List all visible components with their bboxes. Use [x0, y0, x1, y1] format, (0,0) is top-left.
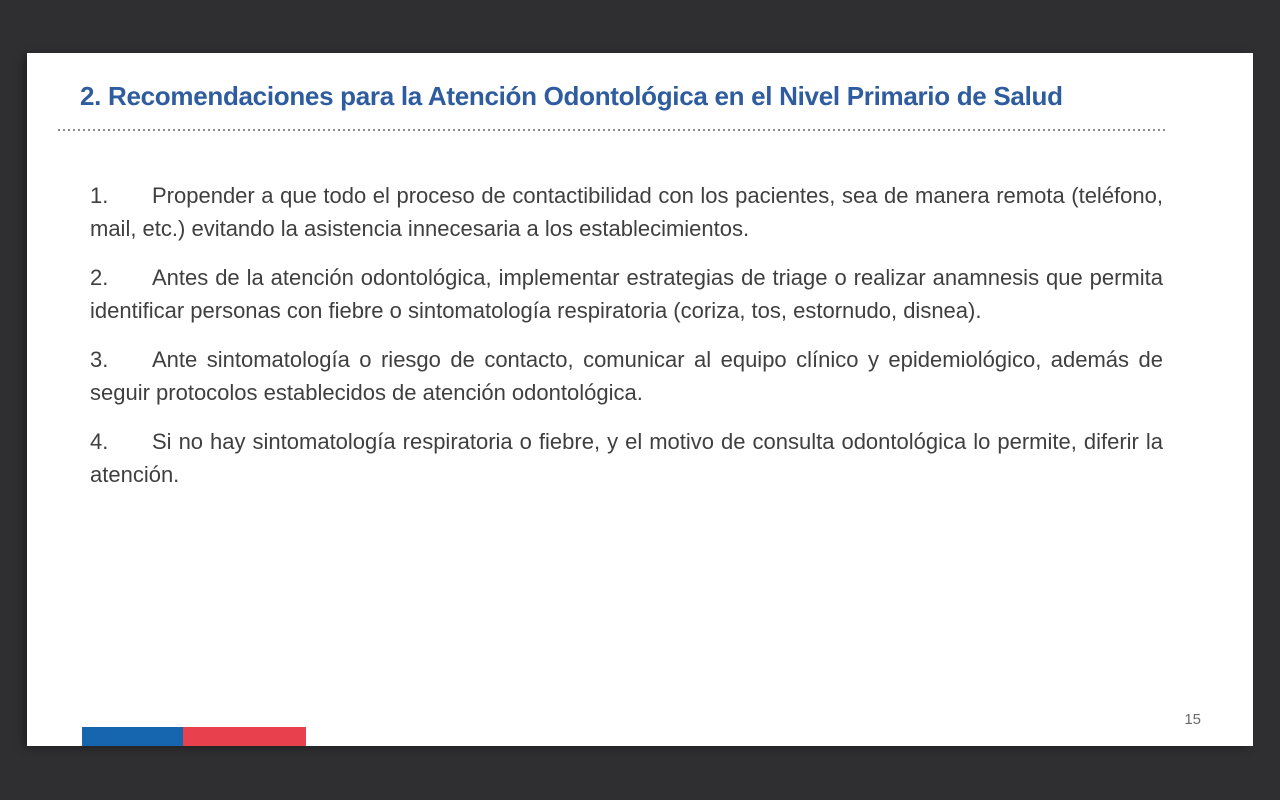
slide-title: 2. Recomendaciones para la Atención Odontológica en el Nivel Primario de Salud	[80, 81, 1063, 111]
slide-body	[90, 179, 1163, 507]
chile-flag-bar	[82, 727, 306, 746]
list-item	[90, 179, 1163, 245]
list-item-number: 3.	[90, 347, 109, 372]
list-item	[90, 425, 1163, 491]
page-number: 15	[1184, 711, 1201, 728]
list-item	[90, 343, 1163, 409]
list-item	[90, 261, 1163, 327]
list-item-text: Propender a que todo el proceso de contactibilidad con los pacientes, sea de manera remota (teléfono, mail, etc.) evitando la asistencia innecesaria a los establecimientos.	[90, 183, 1163, 241]
list-item-text: Antes de la atención odontológica, implementar estrategias de triage o realizar anamnesis que permita identificar personas con fiebre o sintomatología respiratoria (coriza, tos, estornudo, disnea).	[90, 265, 1163, 323]
list-item-text: Si no hay sintomatología respiratoria o fiebre, y el motivo de consulta odontológica lo permite, diferir la atención.	[90, 429, 1163, 487]
list-item-text: Ante sintomatología o riesgo de contacto, comunicar al equipo clínico y epidemiológico, además de seguir protocolos establecidos de atención odontológica.	[90, 347, 1163, 405]
slide-canvas	[27, 53, 1253, 746]
flag-red-segment	[183, 727, 306, 746]
flag-blue-segment	[82, 727, 183, 746]
list-item-number: 4.	[90, 429, 109, 454]
list-item-number: 2.	[90, 265, 109, 290]
title-divider-dotted-line	[58, 129, 1168, 131]
list-item-number: 1.	[90, 183, 109, 208]
